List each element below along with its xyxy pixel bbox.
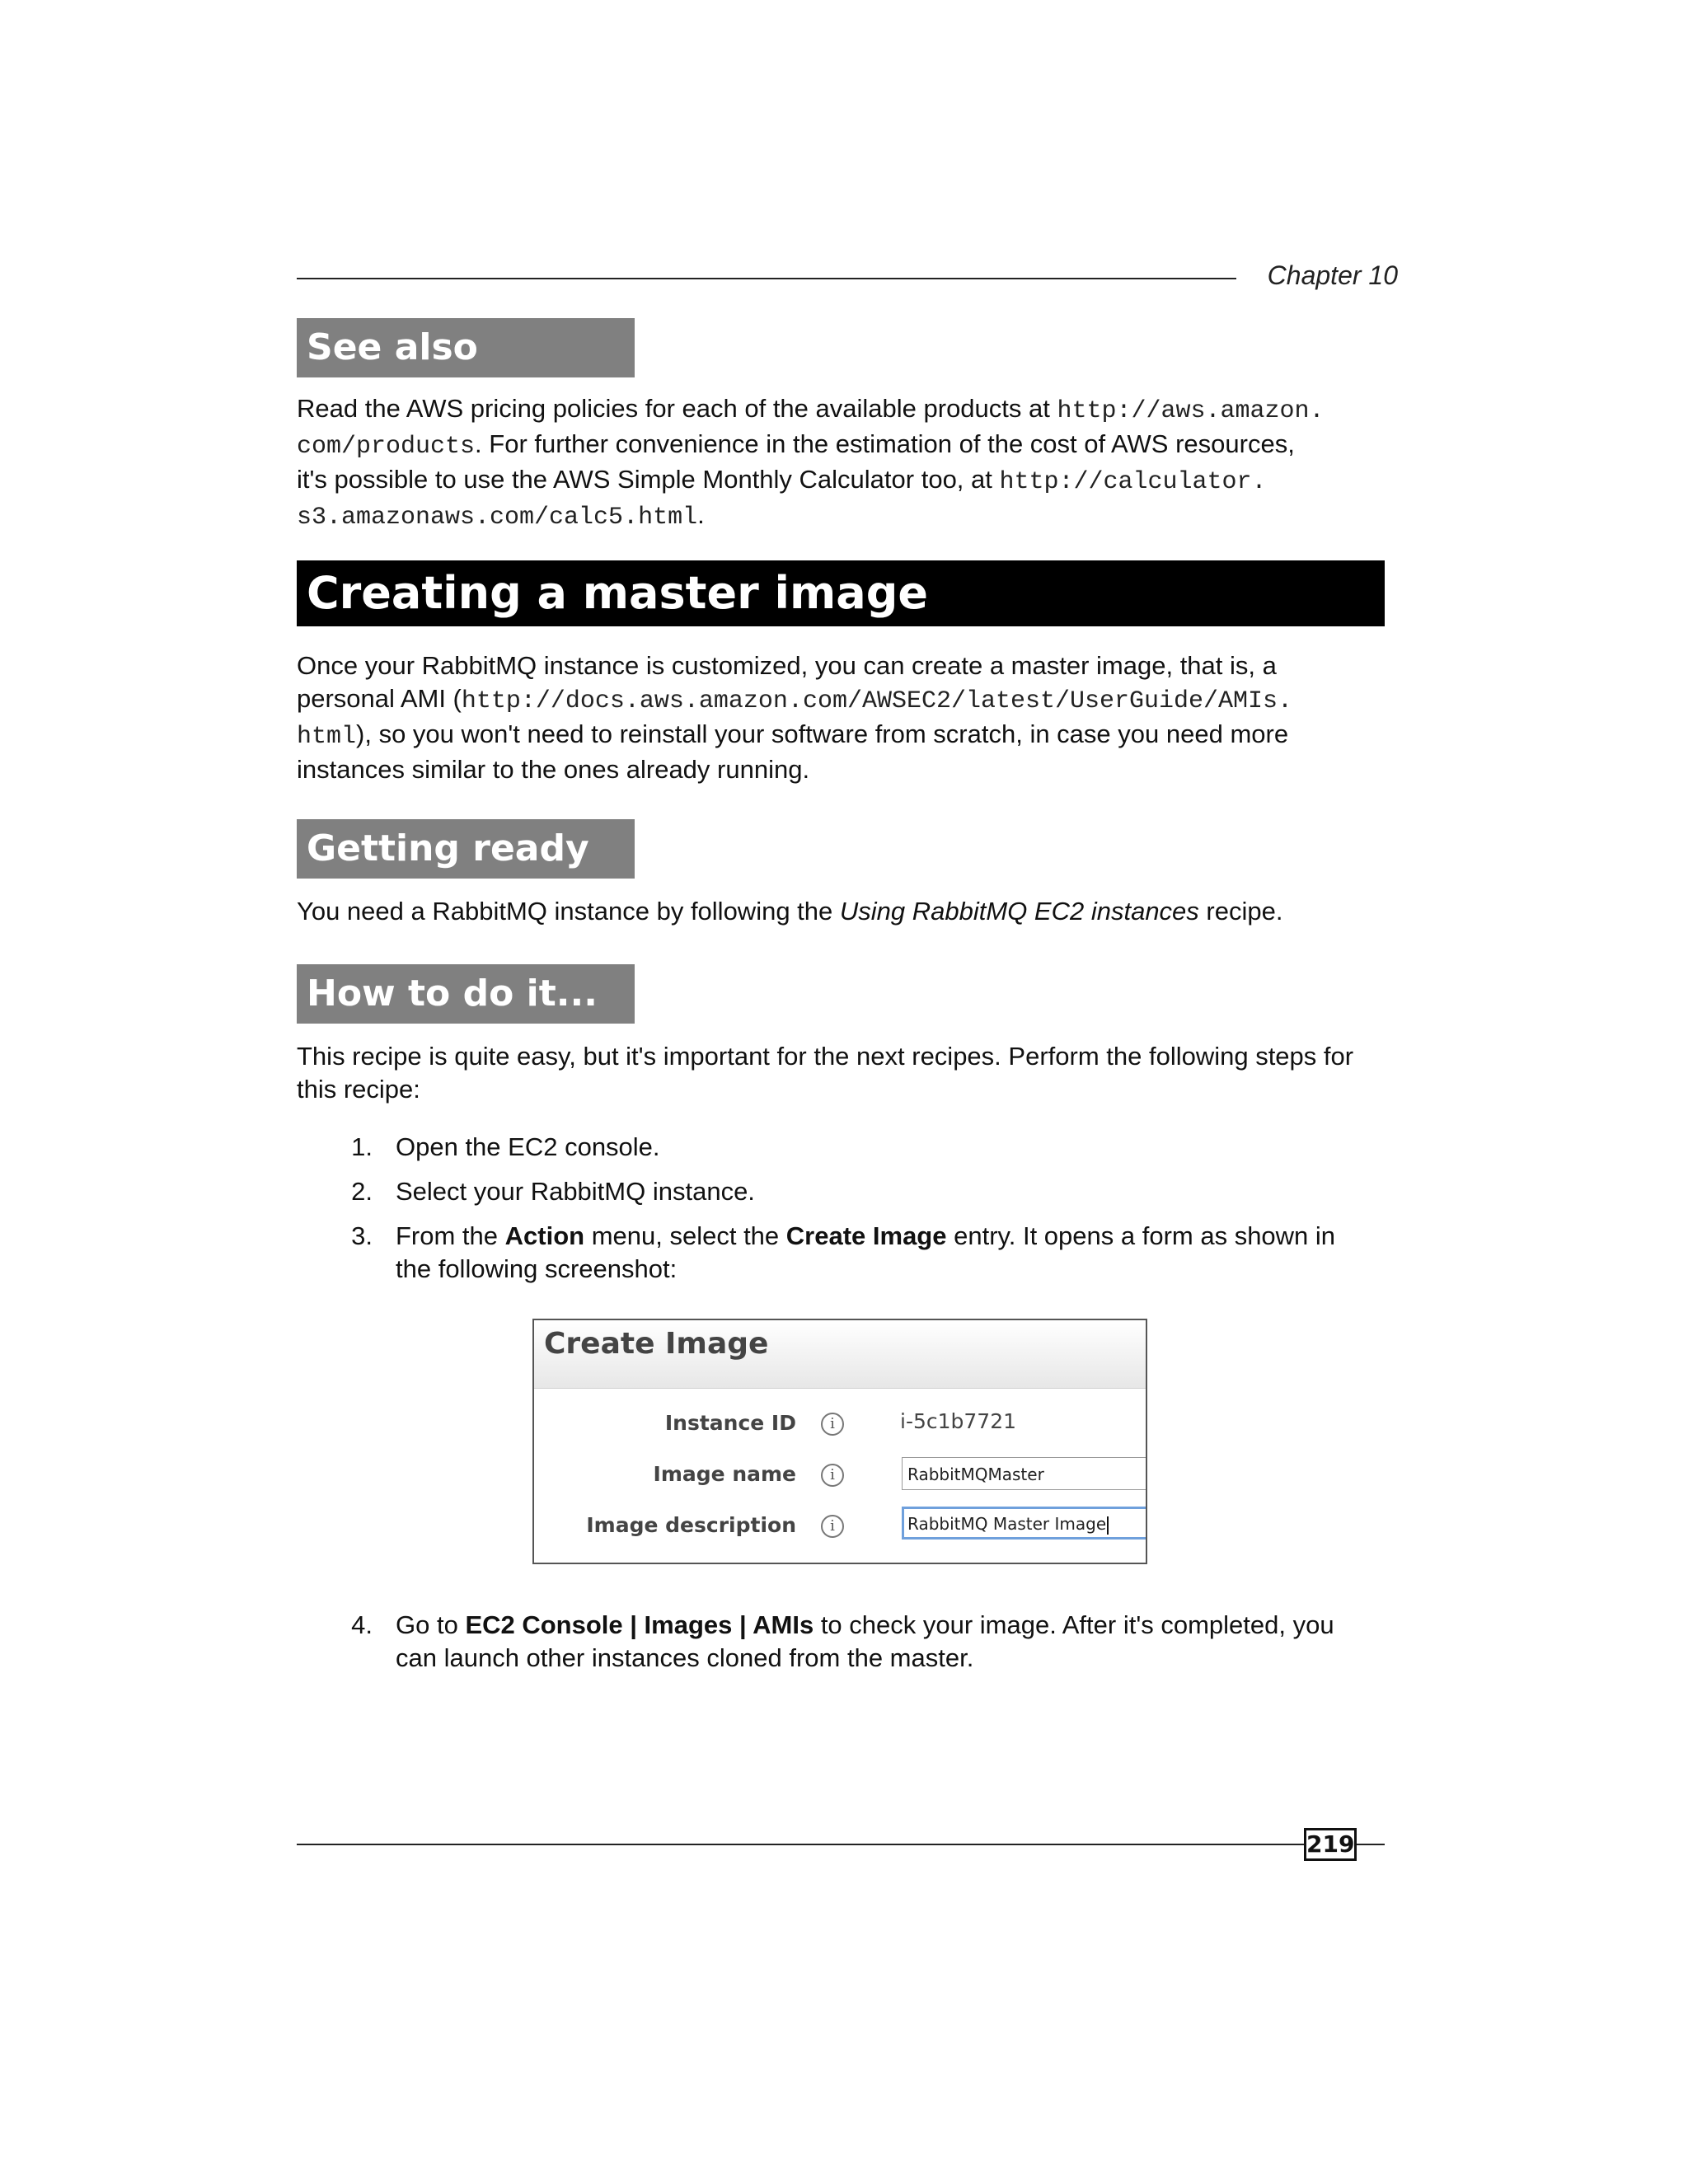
text-caret — [1107, 1516, 1109, 1535]
create-image-screenshot — [532, 1319, 1147, 1564]
info-icon[interactable]: i — [821, 1464, 844, 1487]
step-4-text-e: can launch other instances cloned from the master. — [396, 1643, 974, 1672]
step-text: Select your RabbitMQ instance. — [396, 1177, 755, 1206]
image-name-input-value: RabbitMQMaster — [907, 1465, 1044, 1484]
step-3-text-e: the following screenshot: — [396, 1254, 678, 1283]
instance-id-label: Instance ID — [664, 1411, 796, 1435]
footer-rule — [297, 1844, 1385, 1845]
how-to-intro — [297, 1040, 1385, 1106]
step-number: 1. — [351, 1132, 373, 1161]
recipe-reference: Using RabbitMQ EC2 instances — [839, 897, 1199, 926]
step-3-text-a: From the — [396, 1221, 505, 1250]
step-text — [396, 1220, 1368, 1286]
image-name-label: Image name — [653, 1462, 796, 1486]
page-number: 219 — [1304, 1828, 1357, 1861]
info-icon[interactable]: i — [821, 1515, 844, 1538]
info-icon[interactable]: i — [821, 1413, 844, 1436]
section-text-1: Once your RabbitMQ instance is customized, you can create a master image, that is, a — [297, 651, 1277, 680]
see-also-text-3: it's possible to use the AWS Simple Monthly Calculator too, at — [297, 465, 1000, 494]
see-also-text-2: . For further convenience in the estimation of the cost of AWS resources, — [475, 429, 1295, 458]
step-number: 3. — [351, 1221, 373, 1250]
see-also-heading: See also — [297, 318, 635, 377]
dialog-header — [534, 1320, 1146, 1389]
step-text — [396, 1609, 1368, 1675]
how-to-intro-2: this recipe: — [297, 1075, 420, 1104]
getting-ready-paragraph — [297, 895, 1385, 928]
action-menu-ref: Action — [504, 1221, 585, 1250]
see-also-paragraph — [297, 392, 1385, 534]
step-number: 4. — [351, 1610, 373, 1639]
step-3-text-d: entry. It opens a form as shown in — [946, 1221, 1336, 1250]
how-to-heading: How to do it... — [297, 964, 635, 1024]
step-4-text-a: Go to — [396, 1610, 466, 1639]
section-heading: Creating a master image — [297, 560, 1385, 626]
section-text-4: instances similar to the ones already running. — [297, 755, 810, 784]
see-also-text-1: Read the AWS pricing policies for each of the available products at — [297, 394, 1057, 423]
see-also-text-4: . — [697, 500, 705, 529]
image-description-input-value: RabbitMQ Master Image — [907, 1514, 1107, 1534]
step-text: Open the EC2 console. — [396, 1132, 660, 1161]
step-4-text-c: to check your image. After it's completed, you — [814, 1610, 1334, 1639]
section-text-2: personal AMI ( — [297, 684, 462, 713]
dialog-title: Create Image — [544, 1327, 769, 1361]
image-name-input[interactable] — [902, 1457, 1147, 1490]
section-paragraph — [297, 649, 1385, 786]
aws-products-link-part1[interactable]: http://aws.amazon. — [1057, 397, 1325, 425]
calculator-link-part1[interactable]: http://calculator. — [999, 468, 1267, 496]
ami-docs-link-part1[interactable]: http://docs.aws.amazon.com/AWSEC2/latest/UserGuide/AMIs. — [461, 687, 1293, 715]
image-description-label: Image description — [586, 1513, 796, 1537]
step-3-text-c: menu, select the — [584, 1221, 786, 1250]
image-description-input[interactable] — [902, 1507, 1147, 1540]
chapter-label: Chapter 10 — [1267, 260, 1398, 290]
how-to-intro-1: This recipe is quite easy, but it's important for the next recipes. Perform the following steps for — [297, 1042, 1354, 1071]
header-rule — [297, 278, 1236, 279]
aws-products-link-part2[interactable]: com/products — [297, 433, 476, 461]
getting-ready-text-1: You need a RabbitMQ instance by following the — [297, 897, 840, 926]
create-image-ref: Create Image — [785, 1221, 947, 1250]
step-number: 2. — [351, 1177, 373, 1206]
ami-docs-link-part2[interactable]: html — [297, 723, 357, 751]
section-text-3: ), so you won't need to reinstall your software from scratch, in case you need more — [356, 719, 1289, 748]
getting-ready-text-2: recipe. — [1198, 897, 1283, 926]
calculator-link-part2[interactable]: s3.amazonaws.com/calc5.html — [297, 504, 698, 532]
getting-ready-heading: Getting ready — [297, 819, 635, 879]
amis-path-ref: EC2 Console | Images | AMIs — [465, 1610, 814, 1639]
instance-id-value: i-5c1b7721 — [900, 1409, 1017, 1433]
